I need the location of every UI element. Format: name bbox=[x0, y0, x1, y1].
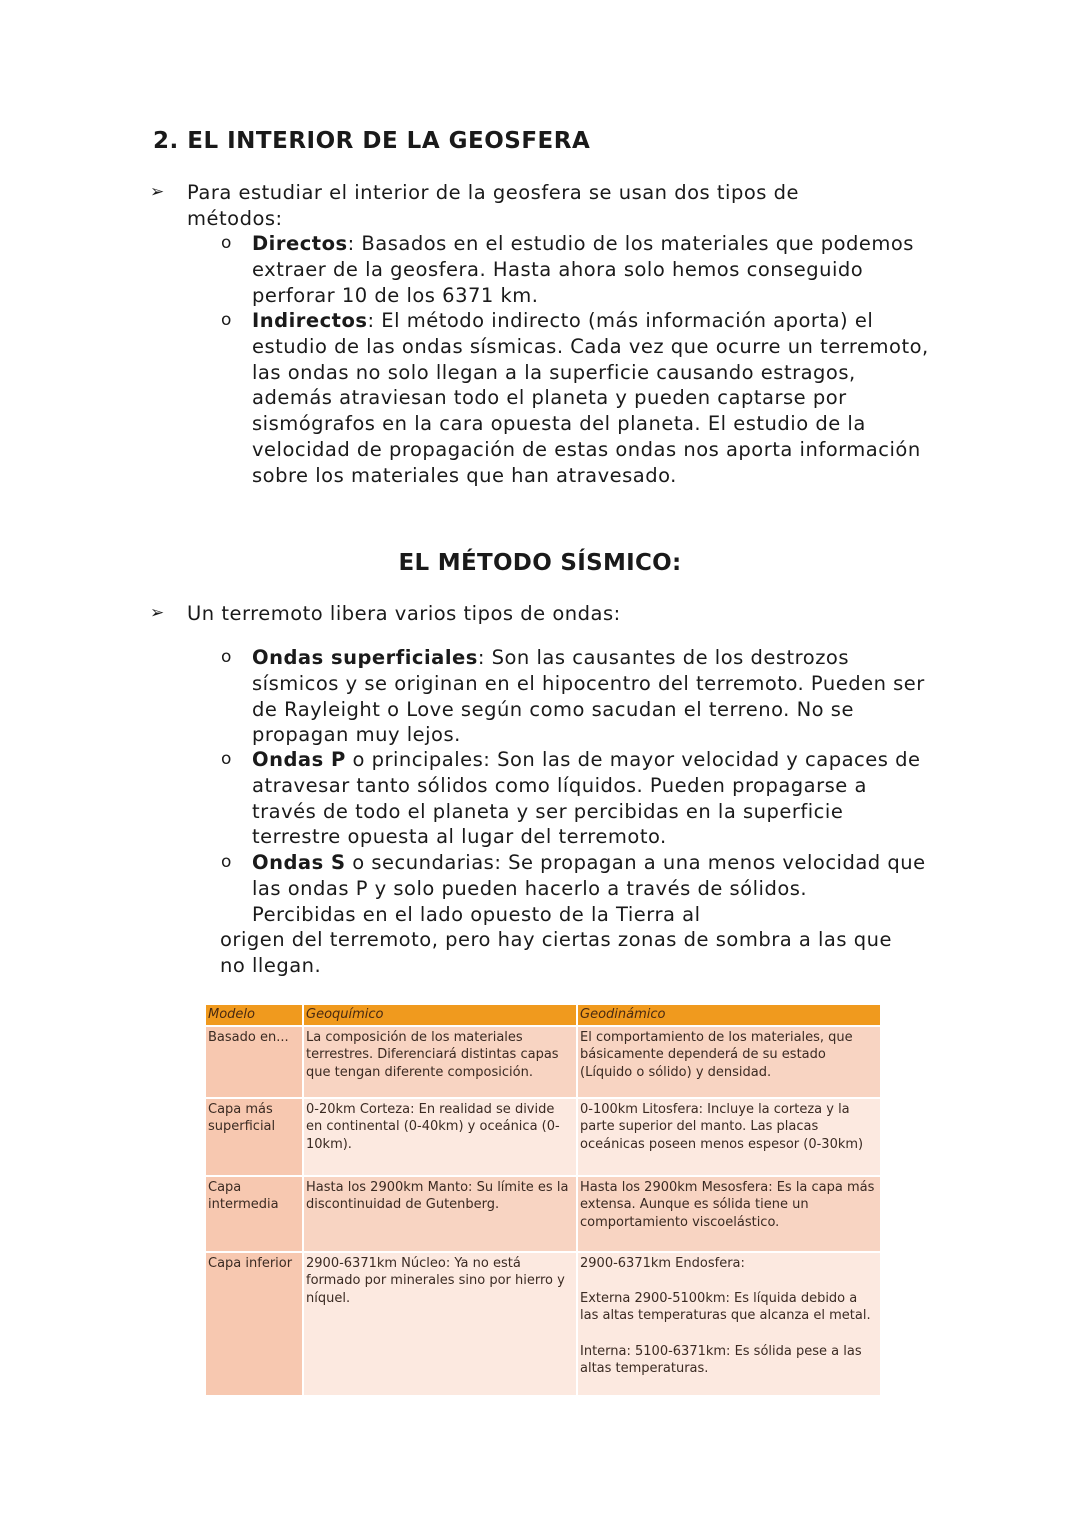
table-row bbox=[206, 1176, 881, 1252]
geodinamico-cell bbox=[577, 1252, 881, 1395]
wave-description: o principales: Son las de mayor velocidad y capaces de atravesar tanto sólidos como líquidos. Pueden propagarse a través de todo el planeta y ser percibidas en la superficie terrestre opuesta al lugar del terremoto. bbox=[252, 748, 921, 849]
wave-s-tail: origen del terremoto, pero hay ciertas zonas de sombra a las que no llegan. bbox=[220, 928, 892, 977]
waves-intro-text: Un terremoto libera varios tipos de ondas: bbox=[187, 602, 621, 625]
geoquimico-cell: 2900-6371km Núcleo: Ya no está formado por minerales sino por hierro y níquel. bbox=[303, 1252, 577, 1395]
wave-description: : Son las causantes de los destrozos sísmicos y se originan en el hipocentro del terremoto. Pueden ser de Rayleight o Love según como sacudan el terreno. No se propagan muy lejos. bbox=[252, 646, 925, 747]
circle-bullet-icon: o bbox=[221, 647, 232, 667]
endosfera-externa: Externa 2900-5100km: Es líquida debido a las altas temperaturas que alcanza el metal. bbox=[580, 1290, 871, 1324]
wave-description-line3: Percibidas en el lado opuesto de la Tierra al bbox=[252, 902, 701, 926]
seismic-title: EL MÉTODO SÍSMICO: bbox=[398, 550, 682, 576]
method-term: Directos bbox=[252, 232, 348, 255]
wave-p bbox=[221, 747, 932, 850]
table-header-row bbox=[206, 1005, 881, 1026]
method-term: Indirectos bbox=[252, 309, 368, 332]
method-description: : Basados en el estudio de los materiales que podemos extraer de la geosfera. Hasta ahora solo hemos conseguido perforar 10 de los 6371 km. bbox=[252, 232, 914, 307]
circle-bullet-icon: o bbox=[221, 852, 232, 872]
models-table bbox=[206, 1005, 882, 1395]
row-label: Capa más superficial bbox=[206, 1098, 303, 1176]
table-row bbox=[206, 1098, 881, 1176]
geoquimico-cell: La composición de los materiales terrestres. Diferenciará distintas capas que tengan diferente composición. bbox=[303, 1026, 577, 1098]
table-row bbox=[206, 1252, 881, 1395]
method-description: : El método indirecto (más información aporta) el estudio de las ondas sísmicas. Cada vez que ocurre un terremoto, las ondas no solo llegan a la superficie causando estragos, además atraviesan todo el planeta y pueden captarse por sismógrafos en la cara opuesta del planeta. El estudio de la velocidad de propagación de estas ondas nos aporta información sobre los materiales que han atravesado. bbox=[252, 309, 929, 487]
wave-description: o secundarias: Se propagan a una menos velocidad que las ondas P y solo pueden hacerlo a través de sólidos. bbox=[252, 851, 926, 900]
arrow-bullet-icon: ➢ bbox=[150, 182, 165, 202]
geodinamico-cell: El comportamiento de los materiales, que básicamente dependerá de su estado (Líquido o sólido) y densidad. bbox=[577, 1026, 881, 1098]
arrow-bullet-icon: ➢ bbox=[150, 603, 165, 623]
row-label: Basado en... bbox=[206, 1026, 303, 1098]
method-directos bbox=[221, 231, 932, 308]
table-row bbox=[206, 1026, 881, 1098]
wave-term: Ondas P bbox=[252, 748, 346, 771]
section-title: 2. EL INTERIOR DE LA GEOSFERA bbox=[153, 128, 591, 154]
geoquimico-cell: 0-20km Corteza: En realidad se divide en continental (0-40km) y oceánica (0-10km). bbox=[303, 1098, 577, 1176]
wave-term: Ondas S bbox=[252, 851, 346, 874]
geodinamico-cell: Hasta los 2900km Mesosfera: Es la capa más extensa. Aunque es sólida tiene un comportamiento viscoelástico. bbox=[577, 1176, 881, 1252]
wave-term: Ondas superficiales bbox=[252, 646, 478, 669]
row-label: Capa intermedia bbox=[206, 1176, 303, 1252]
intro-text: Para estudiar el interior de la geosfera se usan dos tipos de métodos: bbox=[187, 181, 800, 230]
table-header-cell: Geodinámico bbox=[577, 1005, 881, 1026]
endosfera-heading: 2900-6371km Endosfera: bbox=[580, 1255, 745, 1271]
geoquimico-cell: Hasta los 2900km Manto: Su límite es la discontinuidad de Gutenberg. bbox=[303, 1176, 577, 1252]
circle-bullet-icon: o bbox=[221, 233, 232, 253]
wave-s bbox=[221, 850, 932, 927]
table-header-cell: Modelo bbox=[206, 1005, 303, 1026]
geodinamico-cell: 0-100km Litosfera: Incluye la corteza y la parte superior del manto. Las placas oceánicas poseen menos espesor (0-30km) bbox=[577, 1098, 881, 1176]
endosfera-interna: Interna: 5100-6371km: Es sólida pese a las altas temperaturas. bbox=[580, 1343, 862, 1377]
circle-bullet-icon: o bbox=[221, 310, 232, 330]
row-label: Capa inferior bbox=[206, 1252, 303, 1395]
circle-bullet-icon: o bbox=[221, 749, 232, 769]
table-header-cell: Geoquímico bbox=[303, 1005, 577, 1026]
wave-superficiales bbox=[221, 645, 932, 748]
method-indirectos bbox=[221, 308, 932, 489]
